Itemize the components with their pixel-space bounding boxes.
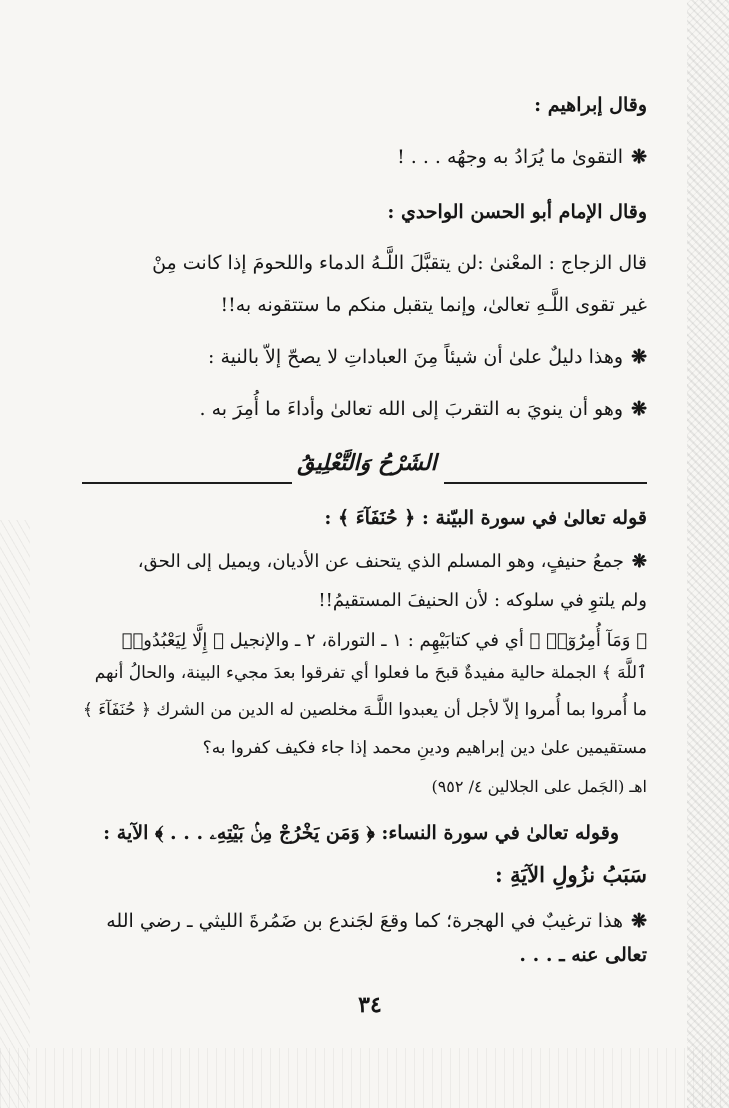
bullet-star-icon: ❋ [631,346,647,368]
revelation-reason-heading: سَبَبُ نزُولِ الآيَةِ : [495,862,647,887]
intention-text: وهو أن ينويَ به التقربَ إلى الله تعالىٰ وأداءَ ما أُمِرَ به . [199,398,624,420]
quote-ibrahim-line [397,148,647,167]
zajjaj-line-1: قال الزجاج : المعْنىٰ :لن يتقبَّلَ اللَّـهُ الدماء واللحومَ إذا كانت مِنْ [152,252,647,274]
page-edge-shadow-left [0,520,30,1108]
section-rule-left [82,482,292,484]
hanif-def-line-1 [138,553,647,571]
tafsir-line-4: مستقيمين علىٰ دين إبراهيم ودينِ محمد إذا جاء فكيف كفروا به؟ [202,738,647,758]
bullet-star-icon: ❋ [631,398,647,420]
hijra-text: هذا ترغيبٌ في الهجرة؛ كما وقعَ لجَندع بن ضَمُرةَ الليثي ـ رضي الله [106,910,624,932]
bullet-star-icon: ❋ [631,146,647,168]
page-number: ٣٤ [358,992,382,1018]
intention-line [200,400,647,419]
verse-nisa-heading: وقوله تعالىٰ في سورة النساء: ﴿ وَمَن يَخْرُجْ مِنۢ بَيْتِهِۦ . . . ﴾ الآية : [103,822,619,844]
quote-intro-wahidi: وقال الإمام أبو الحسن الواحدي : [387,201,647,223]
verse-bayyina-heading: قوله تعالىٰ في سورة البيّنة : ﴿ حُنَفَآءَ ﴾ : [324,507,647,529]
quote-intro-ibrahim: وقال إبراهيم : [534,94,647,116]
quote-ibrahim-text: التقوىٰ ما يُرَادُ به وجهُه . . . ! [397,146,624,168]
hanif-def-text: جمعُ حنيفٍ، وهو المسلم الذي يتحنف عن الأديان، ويميل إلى الحق، [137,551,624,572]
evidence-text: وهذا دليلٌ علىٰ أن شيئاً مِنَ العباداتِ لا يصحّ إلاّ بالنية : [208,346,624,368]
tafsir-line-2: ٱللَّهَ ﴾ الجملة حالية مفيدةٌ قبحَ ما فعلوا أي تفرقوا بعدَ مجيء البينة، والحالُ أنهم [94,663,647,683]
tafsir-line-1: ﴿ وَمَآ أُمِرُوٓا۟ ﴾ أي في كتابَيْهِم : ١ ـ التوراة، ٢ ـ والإنجيل ﴿ إِلَّا لِيَعْبُدُوا۟ [121,630,647,651]
citation: اهـ (الجَمل على الجلالين ٤/ ٩٥٢) [431,777,647,796]
bullet-star-icon: ❋ [631,551,647,572]
hijra-line-2: تعالى عنه ـ . . . [519,944,647,966]
hanif-def-line-2: ولم يلتوِ في سلوكه : لأن الحنيفَ المستقيمُ!! [318,590,647,611]
section-title: الشَرْحُ وَالتَّعْلِيقُ [297,450,437,476]
tafsir-line-3: ما أُمروا بما أُمروا إلاّ لأجل أن يعبدوا اللَّـهَ مخلصين له الدين من الشرك ﴿ حُنَفَآءَ ﴾ [82,700,647,720]
hijra-line-1 [106,912,647,931]
zajjaj-line-2: غير تقوى اللَّـهِ تعالىٰ، وإنما يتقبل منكم ما ستتقونه به!! [220,294,647,316]
page-edge-shadow-bottom [0,1048,729,1108]
evidence-line [208,348,647,367]
page-edge-shadow-right [687,0,729,1108]
section-rule-right [444,482,647,484]
bullet-star-icon: ❋ [631,910,647,932]
